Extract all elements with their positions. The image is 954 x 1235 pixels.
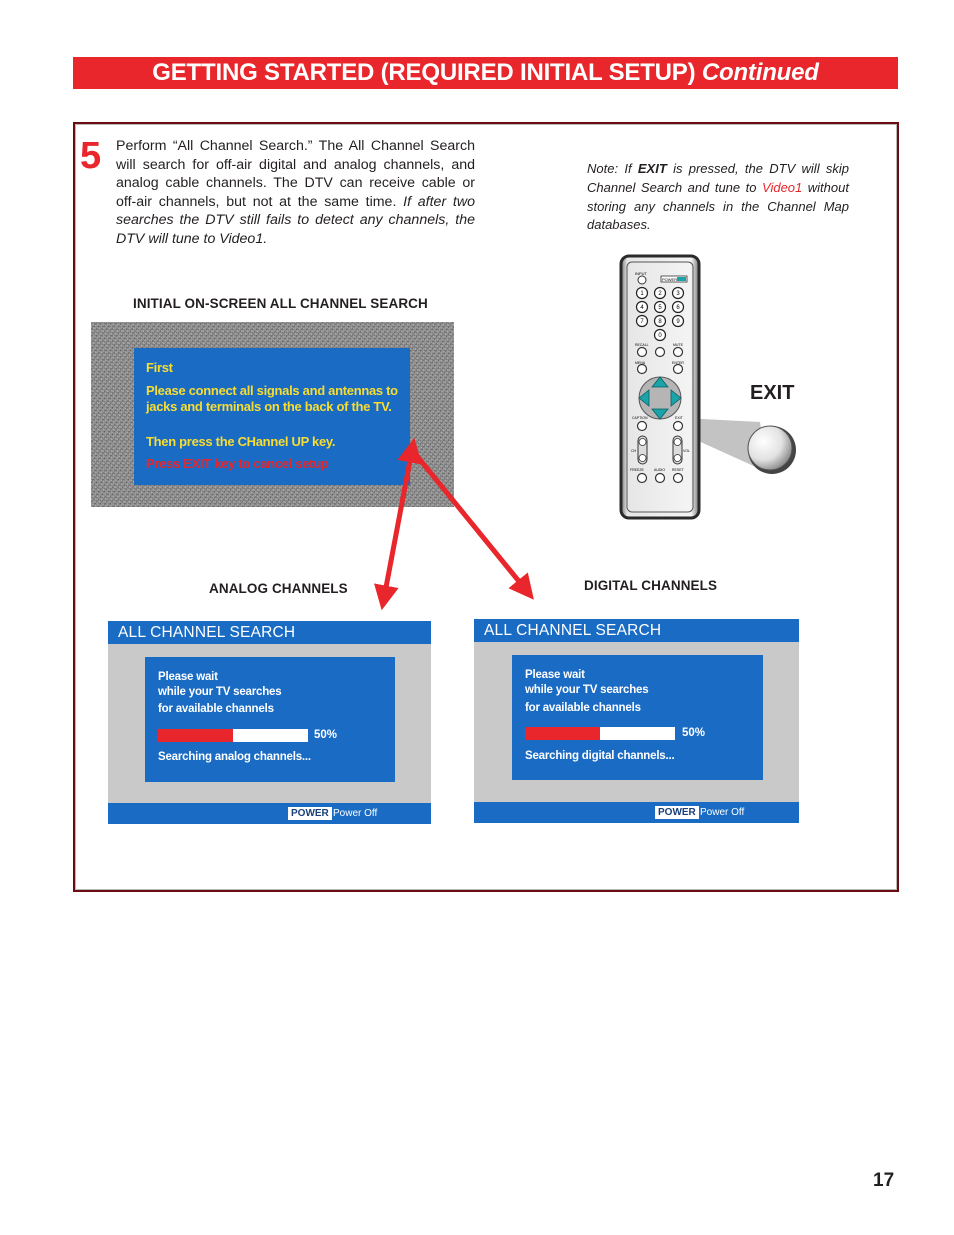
caption-digital: DIGITAL CHANNELS <box>584 578 718 593</box>
remote-caption-label: CAPTION <box>632 416 648 420</box>
digital-wait-line2: while your TV searches <box>525 684 649 696</box>
note-key: EXIT <box>637 161 667 176</box>
digit-label-6: 6 <box>676 305 680 312</box>
analog-progress-fill <box>158 729 233 742</box>
initial-line-first: First <box>146 360 173 375</box>
digital-status: Searching digital channels... <box>525 750 675 762</box>
analog-wait-line3: for available channels <box>158 703 274 715</box>
remote-menu-label: MENU <box>635 361 646 365</box>
analog-dialog <box>145 657 395 782</box>
remote-reset-label: RESET <box>672 468 684 472</box>
digital-screen-title: ALL CHANNEL SEARCH <box>474 619 799 642</box>
arrow-to-digital <box>412 450 526 590</box>
digit-label-9: 9 <box>676 319 680 326</box>
step-number: 5 <box>80 135 102 177</box>
arrow-to-analog <box>384 450 412 598</box>
digital-wait-line1: Please wait <box>525 669 585 681</box>
analog-progress-bar <box>158 729 308 742</box>
digital-progress-bar <box>525 727 675 740</box>
digit-label-1: 1 <box>640 291 644 298</box>
remote-mute-label: MUTE <box>673 343 683 347</box>
header-continued: Continued <box>701 59 819 86</box>
exit-label: EXIT <box>750 382 795 404</box>
digital-footer <box>474 802 799 823</box>
digital-percent: 50% <box>682 727 706 739</box>
digit-label-3: 3 <box>676 291 680 298</box>
note-prefix: Note: If <box>587 161 632 176</box>
remote-control <box>615 250 805 525</box>
digital-power-badge[interactable]: POWER <box>655 806 699 819</box>
note-suffix: without storing any channels in the Channel Map databases. <box>587 179 849 233</box>
digital-progress-fill <box>525 727 600 740</box>
digit-label-4: 4 <box>640 305 644 312</box>
digital-search-screen <box>474 619 799 823</box>
remote-vol-label: VOL <box>683 449 691 453</box>
step-text: Perform “All Channel Search.” The All Channel Search will search for off-air digital and analog channels, and analog cable channels. The DTV can receive cable or off-air channels, but not at the same time. <box>116 138 475 210</box>
analog-footer <box>108 803 431 824</box>
remote-power-label: POWER <box>662 277 678 282</box>
analog-search-screen <box>108 621 431 824</box>
digit-label-8: 8 <box>658 319 662 326</box>
analog-power-badge[interactable]: POWER <box>288 807 332 820</box>
remote-exit-small-label: EXIT <box>675 416 683 420</box>
digit-label-2: 2 <box>658 291 662 298</box>
note-middle: is pressed, the DTV will skip Channel Search and tune to <box>587 161 849 195</box>
caption-initial: INITIAL ON-SCREEN ALL CHANNEL SEARCH <box>133 296 428 311</box>
analog-screen-title: ALL CHANNEL SEARCH <box>108 621 431 644</box>
exit-button-enlarged <box>748 426 792 470</box>
note-link[interactable]: Video1 <box>762 179 803 195</box>
initial-line-connect: Please connect all signals and antennas to <box>146 383 398 398</box>
analog-percent: 50% <box>314 729 338 741</box>
digital-power-text: Power Off <box>700 807 745 818</box>
header-title: GETTING STARTED (REQUIRED INITIAL SETUP) <box>152 59 696 86</box>
caption-analog: ANALOG CHANNELS <box>209 581 348 596</box>
initial-line-exit: Press EXIT key to cancel setup <box>146 456 329 471</box>
digit-label-0: 0 <box>658 333 662 340</box>
remote-freeze-label: FREEZE <box>630 468 644 472</box>
digital-wait-line3: for available channels <box>525 702 641 714</box>
digit-label-7: 7 <box>640 319 644 326</box>
remote-ch-label: CH <box>631 449 637 453</box>
remote-input-label: INPUT <box>635 271 647 276</box>
remote-recall-label: RECALL <box>635 343 649 347</box>
analog-wait-line2: while your TV searches <box>158 686 282 698</box>
page-number: 17 <box>873 1170 895 1191</box>
digit-label-5: 5 <box>658 305 662 312</box>
remote-audio-label: AUDIO <box>654 468 666 472</box>
step-italic-text: If after two searches the DTV still fails to detect any channels, the DTV will tune to Video1. <box>116 193 475 247</box>
digital-dialog <box>512 655 763 780</box>
analog-power-text: Power Off <box>333 808 378 819</box>
analog-wait-line1: Please wait <box>158 671 218 683</box>
initial-line-jacks: jacks and terminals on the back of the TV. <box>146 399 392 414</box>
initial-line-chup: Then press the CHannel UP key. <box>146 434 336 449</box>
dpad <box>639 377 681 419</box>
remote-enter-label: ENTER <box>672 361 684 365</box>
analog-status: Searching analog channels... <box>158 751 311 763</box>
